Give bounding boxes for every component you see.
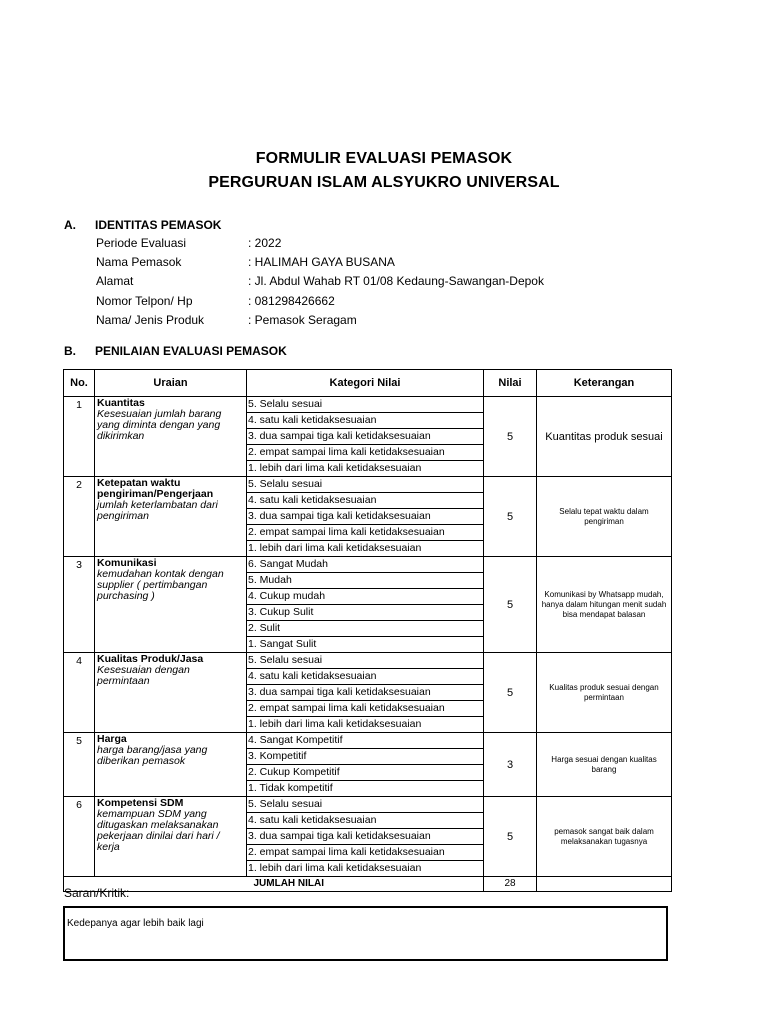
criterion-desc: kemudahan kontak dengan supplier ( pertimbangan purchasing )	[97, 568, 224, 602]
identity-row	[96, 312, 357, 328]
category-list	[247, 557, 484, 653]
evaluation-table	[63, 369, 672, 892]
row-uraian	[95, 557, 247, 653]
criterion-desc: Kesesuaian dengan permintaan	[97, 664, 190, 687]
row-no: 5	[64, 733, 95, 797]
table-header-row	[64, 370, 672, 397]
row-no: 4	[64, 653, 95, 733]
category-item: 6. Sangat Mudah	[247, 557, 483, 573]
header-uraian: Uraian	[95, 370, 247, 397]
category-item: 4. satu kali ketidaksesuaian	[247, 669, 483, 685]
category-item: 1. Sangat Sulit	[248, 638, 317, 650]
section-b-title: PENILAIAN EVALUASI PEMASOK	[95, 344, 287, 358]
table-row	[64, 397, 672, 477]
row-nilai: 5	[484, 557, 537, 653]
total-row	[64, 877, 672, 892]
identity-value: : Pemasok Seragam	[248, 313, 357, 327]
row-nilai: 3	[484, 733, 537, 797]
section-b-letter: B.	[64, 344, 76, 358]
saran-label: Saran/Kritik:	[64, 886, 130, 900]
identity-label: Alamat	[96, 274, 134, 288]
category-item: 3. dua sampai tiga kali ketidaksesuaian	[247, 429, 483, 445]
saran-box	[63, 906, 668, 961]
form-title: FORMULIR EVALUASI PEMASOK	[255, 150, 513, 167]
row-keterangan: Selalu tepat waktu dalam pengiriman	[537, 477, 672, 557]
row-uraian	[95, 397, 247, 477]
table-row	[64, 557, 672, 653]
total-label: JUMLAH NILAI	[95, 877, 484, 892]
category-item: 2. empat sampai lima kali ketidaksesuaian	[247, 525, 483, 541]
category-item: 3. Cukup Sulit	[247, 605, 483, 621]
row-no: 3	[64, 557, 95, 653]
identity-row	[96, 235, 281, 251]
table-row	[64, 733, 672, 797]
row-no: 2	[64, 477, 95, 557]
table-row	[64, 797, 672, 877]
row-keterangan: Komunikasi by Whatsapp mudah, hanya dalam hitungan menit sudah bisa mendapat balasan	[537, 557, 672, 653]
section-a-title: IDENTITAS PEMASOK	[95, 218, 222, 232]
row-keterangan: Harga sesuai dengan kualitas barang	[537, 733, 672, 797]
row-uraian	[95, 733, 247, 797]
identity-row	[96, 293, 335, 309]
row-no: 1	[64, 397, 95, 477]
category-list	[247, 797, 484, 877]
category-list	[247, 653, 484, 733]
category-item: 3. dua sampai tiga kali ketidaksesuaian	[247, 509, 483, 525]
row-nilai: 5	[484, 477, 537, 557]
category-list	[247, 397, 484, 477]
identity-value: : HALIMAH GAYA BUSANA	[248, 255, 395, 269]
section-b-heading	[64, 344, 287, 358]
total-empty	[537, 877, 672, 892]
category-item: 1. lebih dari lima kali ketidaksesuaian	[248, 542, 422, 554]
category-list	[247, 733, 484, 797]
section-a-heading	[64, 218, 221, 232]
row-no: 6	[64, 797, 95, 877]
identity-label: Periode Evaluasi	[96, 236, 187, 250]
category-item: 5. Selalu sesuai	[247, 653, 483, 669]
saran-text: Kedepanya agar lebih baik lagi	[67, 918, 204, 929]
header-nilai: Nilai	[484, 370, 537, 397]
category-item: 3. dua sampai tiga kali ketidaksesuaian	[247, 829, 483, 845]
category-item: 1. lebih dari lima kali ketidaksesuaian	[248, 718, 422, 730]
criterion-name: Harga	[97, 733, 127, 745]
category-item: 2. Sulit	[247, 621, 483, 637]
header-kategori: Kategori Nilai	[247, 370, 484, 397]
category-item: 1. lebih dari lima kali ketidaksesuaian	[248, 462, 422, 474]
row-nilai: 5	[484, 653, 537, 733]
criterion-name: Komunikasi	[97, 557, 157, 569]
institution-title: PERGURUAN ISLAM ALSYUKRO UNIVERSAL	[208, 174, 560, 191]
identity-value: : 081298426662	[248, 294, 335, 308]
section-a-letter: A.	[64, 218, 76, 232]
category-item: 5. Selalu sesuai	[247, 477, 483, 493]
row-keterangan: pemasok sangat baik dalam melaksanakan tugasnya	[537, 797, 672, 877]
identity-value: : Jl. Abdul Wahab RT 01/08 Kedaung-Sawangan-Depok	[248, 274, 544, 288]
identity-label: Nama Pemasok	[96, 255, 182, 269]
criterion-name: Kualitas Produk/Jasa	[97, 653, 204, 665]
identity-label: Nomor Telpon/ Hp	[96, 294, 193, 308]
category-item: 2. empat sampai lima kali ketidaksesuaian	[247, 701, 483, 717]
category-item: 5. Selalu sesuai	[247, 797, 483, 813]
category-list	[247, 477, 484, 557]
identity-row	[96, 254, 395, 270]
row-uraian	[95, 653, 247, 733]
identity-value: : 2022	[248, 236, 282, 250]
category-item: 4. Sangat Kompetitif	[247, 733, 483, 749]
row-keterangan: Kualitas produk sesuai dengan permintaan	[537, 653, 672, 733]
criterion-desc: harga barang/jasa yang diberikan pemasok	[97, 744, 208, 767]
category-item: 5. Mudah	[247, 573, 483, 589]
header-keterangan: Keterangan	[537, 370, 672, 397]
identity-row	[96, 273, 544, 289]
category-item: 5. Selalu sesuai	[247, 397, 483, 413]
category-item: 2. empat sampai lima kali ketidaksesuaian	[247, 845, 483, 861]
category-item: 4. satu kali ketidaksesuaian	[247, 413, 483, 429]
criterion-desc: kemampuan SDM yang ditugaskan melaksanakan pekerjaan dinilai dari hari / kerja	[97, 808, 220, 853]
category-item: 2. empat sampai lima kali ketidaksesuaian	[247, 445, 483, 461]
table-row	[64, 653, 672, 733]
criterion-desc: jumlah keterlambatan dari pengiriman	[97, 499, 218, 522]
criterion-name: Ketepatan waktu pengiriman/Pengerjaan	[97, 477, 214, 500]
criterion-name: Kompetensi SDM	[97, 797, 184, 809]
category-item: 2. Cukup Kompetitif	[247, 765, 483, 781]
table-row	[64, 477, 672, 557]
total-value: 28	[484, 877, 537, 892]
row-nilai: 5	[484, 397, 537, 477]
category-item: 3. dua sampai tiga kali ketidaksesuaian	[247, 685, 483, 701]
row-nilai: 5	[484, 797, 537, 877]
category-item: 4. satu kali ketidaksesuaian	[247, 493, 483, 509]
row-keterangan: Kuantitas produk sesuai	[537, 397, 672, 477]
criterion-desc: Kesesuaian jumlah barang yang diminta dengan yang dikirimkan	[97, 408, 222, 442]
category-item: 3. Kompetitif	[247, 749, 483, 765]
criterion-name: Kuantitas	[97, 397, 145, 409]
category-item: 4. Cukup mudah	[247, 589, 483, 605]
identity-label: Nama/ Jenis Produk	[96, 313, 205, 327]
row-uraian	[95, 797, 247, 877]
category-item: 1. lebih dari lima kali ketidaksesuaian	[248, 862, 422, 874]
row-uraian	[95, 477, 247, 557]
category-item: 4. satu kali ketidaksesuaian	[247, 813, 483, 829]
header-no: No.	[64, 370, 95, 397]
category-item: 1. Tidak kompetitif	[248, 782, 333, 794]
